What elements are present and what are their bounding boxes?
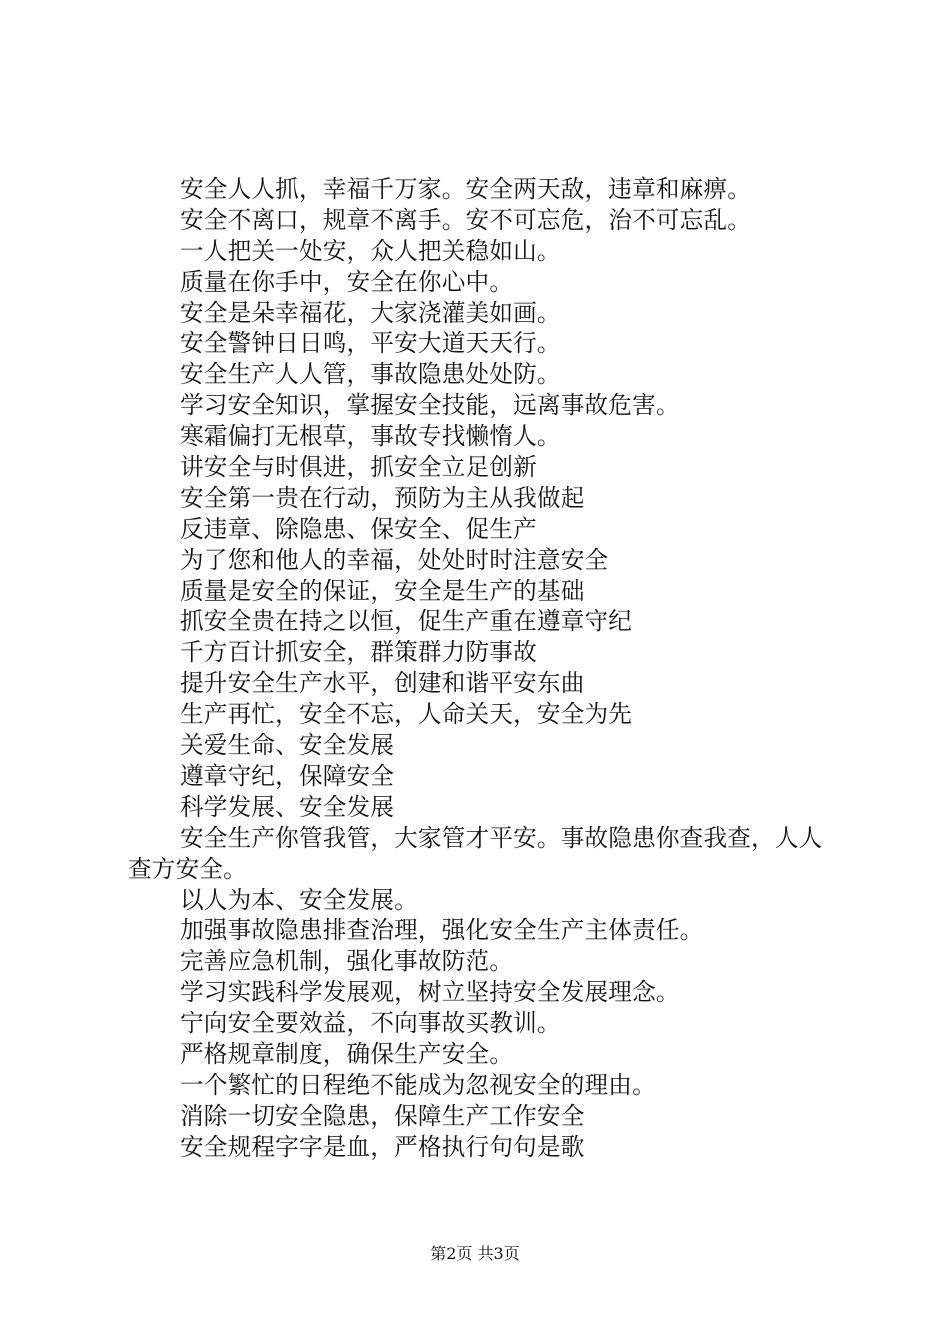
text-line: 科学发展、安全发展 [180,792,395,821]
text-line: 提升安全生产水平，创建和谐平安东曲 [180,669,585,698]
page-number-footer: 第2页 共3页 [430,1244,520,1263]
text-line: 安全生产人人管，事故隐患处处防。 [180,360,561,389]
text-line: 学习实践科学发展观，树立坚持安全发展理念。 [180,978,680,1007]
text-line: 以人为本、安全发展。 [180,885,418,914]
text-line: 安全第一贵在行动，预防为主从我做起 [180,483,585,512]
text-line: 为了您和他人的幸福，处处时时注意安全 [180,545,609,574]
text-line: 质量是安全的保证，安全是生产的基础 [180,576,585,605]
text-line-wrapped: 安全生产你管我管，大家管才平安。事故隐患你查我查，人人查方安全。 [128,823,823,883]
document-body [128,174,840,1163]
text-line: 千方百计抓安全，群策群力防事故 [180,638,537,667]
text-line: 一人把关一处安，众人把关稳如山。 [180,236,561,265]
text-line: 关爱生命、安全发展 [180,731,395,760]
text-line: 消除一切安全隐患，保障生产工作安全 [180,1101,585,1130]
text-line: 一个繁忙的日程绝不能成为忽视安全的理由。 [180,1070,656,1099]
text-line: 安全是朵幸福花，大家浇灌美如画。 [180,298,561,327]
text-line: 质量在你手中，安全在你心中。 [180,267,514,296]
text-line: 学习安全知识，掌握安全技能，远离事故危害。 [180,391,680,420]
text-line: 反违章、除隐患、保安全、促生产 [180,514,537,543]
text-line: 抓安全贵在持之以恒，促生产重在遵章守纪 [180,607,633,636]
text-line: 寒霜偏打无根草，事故专找懒惰人。 [180,422,561,451]
text-line: 安全警钟日日鸣，平安大道天天行。 [180,329,561,358]
text-line: 安全人人抓，幸福千万家。安全两天敌，违章和麻痹。 [180,175,752,203]
text-line: 严格规章制度，确保生产安全。 [180,1039,514,1068]
text-line: 宁向安全要效益，不向事故买教训。 [180,1009,561,1038]
text-line: 遵章守纪，保障安全 [180,761,395,790]
text-line: 完善应急机制，强化事故防范。 [180,947,514,976]
text-line: 加强事故隐患排查治理，强化安全生产主体责任。 [180,916,704,945]
text-line: 安全规程字字是血，严格执行句句是歌 [180,1132,585,1161]
text-line: 讲安全与时俱进，抓安全立足创新 [180,453,537,482]
text-line: 安全不离口，规章不离手。安不可忘危，治不可忘乱。 [180,205,752,234]
text-line: 生产再忙，安全不忘，人命关天，安全为先 [180,700,633,729]
